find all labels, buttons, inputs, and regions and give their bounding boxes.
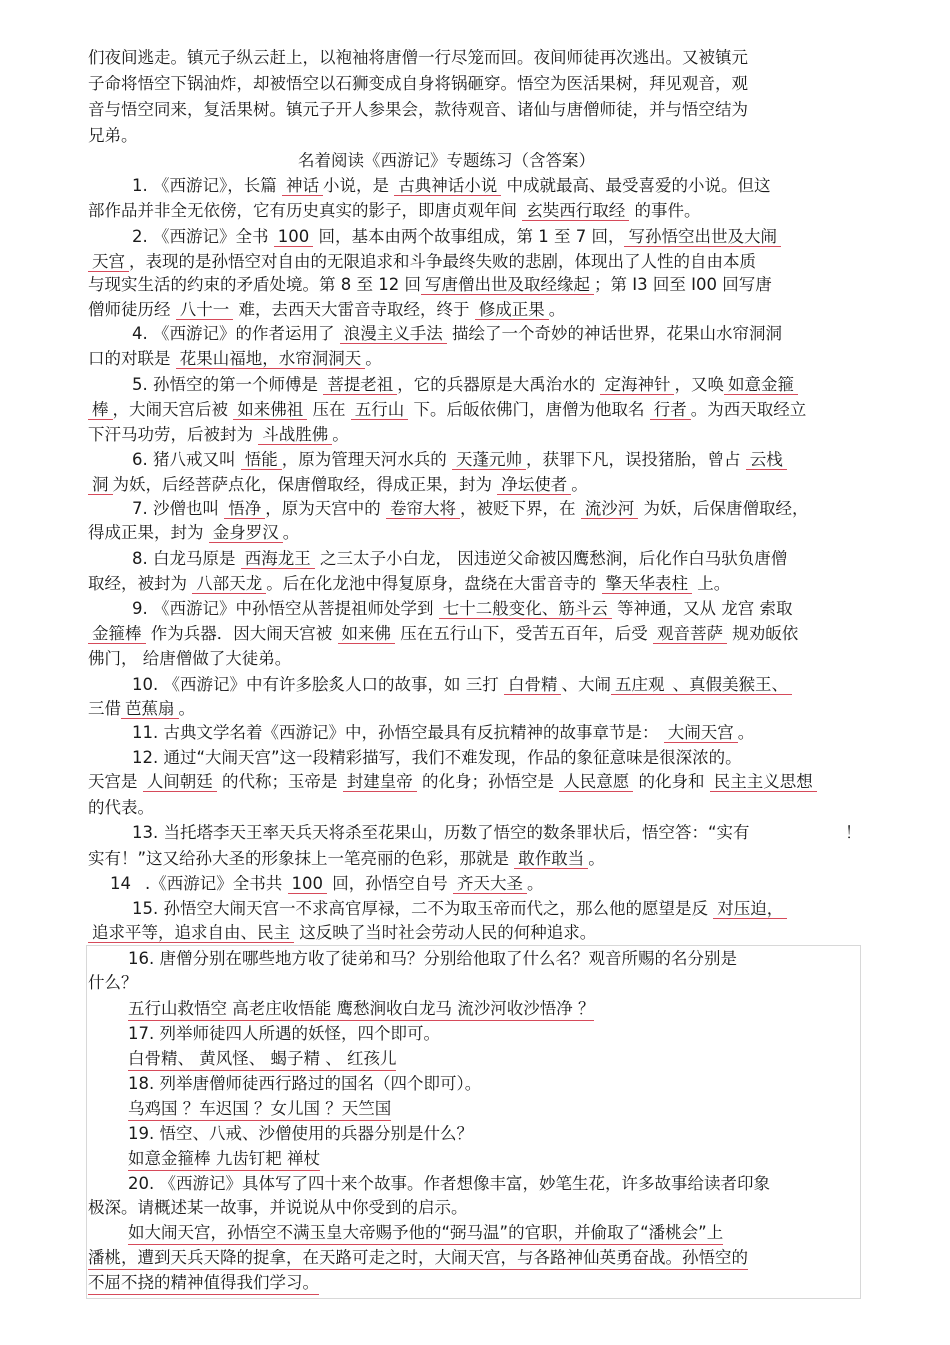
page-title: 名着阅读《西游记》专题练习（含答案） [298,151,595,170]
answer-20-cont: 不屈不挠的精神值得我们学习。 [88,1272,319,1295]
answer-blank: 古典神话小说 [394,176,501,196]
answer-blank: 如意金箍 [724,375,798,395]
answer-blank: 定海神针 [600,375,674,395]
answer-blank: 八部天龙 [192,574,266,594]
intro-line: 音与悟空同来，复活果树。镇元子开人参果会，款待观音、诸仙与唐僧师徒，并与悟空结为 [88,100,748,119]
answer-blank: 、真假美猴王、 [668,675,792,695]
question-15-cont: 追求平等，追求自由、民主 这反映了当时社会劳动人民的何种追求。 [88,922,596,944]
question-2-cont: 僧师徒历经 八十一 难，去西天大雷音寺取经，终于 修成正果 。 [88,300,566,319]
question-5-cont: 下汗马功劳，后被封为 斗战胜佛 。 [88,425,349,444]
question-4-cont: 口的对联是 花果山福地，水帘洞洞天 。 [88,349,382,368]
question-2-cont: 与现实生活的约束的矛盾处境。第 8 至 12 回 写唐僧出世及取经缘起 ；第 I3 回至 I00 回写唐 [88,275,772,294]
answer-blank: 云栈 [746,450,787,470]
answer-blank: 七十二般变化、筋斗云 [439,599,612,619]
answer-blank: 洞 [88,475,113,495]
question-1-cont: 部作品并非全无依傍，它有历史真实的影子，即唐贞观年间 玄奘西行取经 的事件。 [88,201,701,220]
answer-20: 如大闹天宫，孙悟空不满玉皇大帝赐予他的“弼马温”的官职，并偷取了“潘桃会”上 [128,1222,723,1245]
question-20: 20. 《西游记》具体写了四十来个故事。作者想像丰富，妙笔生花，许多故事给读者印象 [128,1174,770,1193]
question-13-cont: 实有！”这又给孙大圣的形象抹上一笔亮丽的色彩，那就是 敢作敢当 。 [88,849,605,868]
answer-blank: 100 [288,874,328,894]
question-9-cont: 佛门， 给唐僧做了大徒弟。 [88,649,292,668]
question-13-mark: ！ [845,823,862,842]
question-8-cont: 取经，被封为 八部天龙 。后在化龙池中得复原身，盘绕在大雷音寺的 擎天华表柱 上。 [88,574,731,593]
answer-blank: 白骨精 [504,675,562,695]
question-18: 18. 列举唐僧师徒西行路过的国名（四个即可）。 [128,1074,482,1093]
answer-blank: 大闹天宫 [664,723,738,743]
answer-blank: 人民意愿 [559,772,633,792]
answer-blank: 五行山 [351,400,409,420]
question-2-cont: 天宫 ，表现的是孙悟空对自由的无限追求和斗争最终失败的悲剧，体现出了人性的自由本质 [88,251,756,273]
question-9: 9. 《西游记》中孙悟空从菩提祖师处学到 七十二般变化、筋斗云 等神通，又从 龙宫 索取 [132,599,793,618]
answer-19: 如意金箍棒 九齿钉耙 禅杖 [128,1148,320,1171]
answer-blank: 写唐僧出世及取经缘起 [421,275,594,295]
question-11: 11. 古典文学名着《西游记》中，孙悟空最具有反抗精神的故事章节是： 大闹天宫 。 [132,723,755,742]
answer-blank: 天蓬元帅 [452,450,526,470]
question-16-cont: 什么？ [88,973,138,992]
answer-blank: 悟净 [224,499,265,519]
answer-blank: 观音菩萨 [653,624,727,644]
answer-blank: 修成正果 [475,300,549,320]
question-12: 12. 通过“大闹天宫”这一段精彩描写，我们不难发现，作品的象征意味是很深浓的。 [132,748,742,767]
answer-blank: 斗战胜佛 [258,425,332,445]
answer-16: 五行山救悟空 高老庄收悟能 鹰愁涧收白龙马 流沙河收沙悟净 ？ [128,998,594,1021]
question-6: 6. 猪八戒又叫 悟能 ，原为管理天河水兵的 天蓬元帅 ，获罪下凡，误投猪胎，曾占 云栈 [132,449,787,471]
answer-blank: 人间朝廷 [143,772,217,792]
answer-blank: 浪漫主义手法 [340,324,447,344]
question-7: 7. 沙僧也叫 悟净 ，原为天宫中的 卷帘大将 ，被贬下界，在 流沙河 为妖，后保唐僧取经， [132,499,809,518]
question-6-cont: 洞 为妖，后经菩萨点化，保唐僧取经，得成正果，封为 净坛使者 。 [88,474,588,496]
question-16: 16. 唐僧分别在哪些地方收了徒弟和马？分别给他取了什么名？观音所赐的名分别是 [128,949,737,968]
question-15: 15. 孙悟空大闹天宫一不求高官厚禄，二不为取玉帝而代之，那么他的愿望是反 对压迫， [132,898,787,920]
answer-blank: 追求平等，追求自由、民主 [88,923,294,943]
question-7-cont: 得成正果，封为 金身罗汉 。 [88,523,300,542]
question-10: 10. 《西游记》中有许多脍炙人口的故事，如 三打 白骨精 、大闹 五庄观 、真假美猴王、 [132,674,792,696]
question-9-cont: 金箍棒 作为兵器．因大闹天宫被 如来佛 压在五行山下，受苦五百年，后受 观音菩萨 规劝皈依 [88,623,798,645]
question-13: 13. 当托塔李天王率天兵天将杀至花果山，历数了悟空的数条罪状后，悟空答：“实有 [132,823,750,842]
question-4: 4. 《西游记》的作者运用了 浪漫主义手法 描绘了一个奇妙的神话世界，花果山水帘洞洞 [132,324,782,343]
answer-blank: 玄奘西行取经 [522,201,629,221]
answer-blank: 西海龙王 [241,549,315,569]
intro-line: 兄弟。 [88,126,138,145]
answer-18: 乌鸡国 ？车迟国 ？女儿国 ？天竺国 [128,1098,391,1121]
answer-blank: 金箍棒 [88,624,146,644]
answer-blank: 金身罗汉 [209,523,283,543]
answer-blank: 八十一 [176,300,234,320]
answer-blank: 棒 [88,400,113,420]
question-12-cont: 的代表。 [88,798,154,817]
answer-blank: 封建皇帝 [343,772,417,792]
question-10-cont: 三借 芭蕉扇 。 [88,699,195,718]
question-20-cont: 极深。请概述某一故事，并说说从中你受到的启示。 [88,1198,468,1217]
answer-blank: 对压迫， [713,899,787,919]
answer-17: 白骨精、 黄风怪、 蝎子精 、 红孩儿 [128,1048,396,1071]
answer-blank: 行者 [650,400,691,420]
answer-blank: 菩提老祖 [323,375,397,395]
question-2: 2. 《西游记》全书 100 回，基本由两个故事组成，第 1 至 7 回， 写孙悟空出世及大闹 [132,226,781,248]
answer-blank: 敢作敢当 [514,849,588,869]
answer-blank: 卷帘大将 [386,499,460,519]
answer-blank: 芭蕉扇 [121,699,179,719]
answer-blank: 花果山福地，水帘洞洞天 [176,349,366,369]
answer-blank: 如来佛 [338,624,396,644]
question-12-cont: 天宫是 人间朝廷 的代称；玉帝是 封建皇帝 的化身；孙悟空是 人民意愿 的化身和 民主主义思想 [88,771,817,793]
answer-blank: 100 [274,227,314,247]
question-19: 19. 悟空、八戒、沙僧使用的兵器分别是什么？ [128,1124,473,1143]
answer-blank: 民主主义思想 [710,772,817,792]
question-5: 5. 孙悟空的第一个师傅是 菩提老祖 ，它的兵器原是大禹治水的 定海神针 ，又唤 如意金箍 [132,374,798,396]
answer-blank: 齐天大圣 [453,874,527,894]
answer-blank: 神话 [282,176,323,196]
answer-20-cont: 潘桃，遭到天兵天降的捉拿，在天路可走之时，大闹天宫，与各路神仙英勇奋战。孙悟空的 [88,1247,748,1270]
question-14: 14 .《西游记》全书共 100 回，孙悟空自号 齐天大圣 。 [110,874,544,893]
answer-blank: 五庄观 [611,675,669,695]
answer-blank: 天宫 [88,252,129,272]
answer-blank: 净坛使者 [497,475,571,495]
intro-line: 们夜间逃走。镇元子纵云赶上，以袍袖将唐僧一行尽笼而回。夜间师徒再次逃出。又被镇元 [88,48,748,67]
question-8: 8. 白龙马原是 西海龙王 之三太子小白龙， 因违逆父命被囚鹰愁涧，后化作白马驮负唐僧 [132,549,788,568]
question-5-cont: 棒 ，大闹天宫后被 如来佛祖 压在 五行山 下。后皈依佛门，唐僧为他取名 行者 。为西天取经立 [88,399,806,421]
answer-blank: 擎天华表柱 [602,574,693,594]
answer-blank: 写孙悟空出世及大闹 [624,227,781,247]
question-17: 17. 列举师徒四人所遇的妖怪，四个即可。 [128,1024,440,1043]
answer-blank: 如来佛祖 [233,400,307,420]
answer-blank: 悟能 [241,450,282,470]
intro-line: 子命将悟空下锅油炸，却被悟空以石狮变成自身将锅砸穿。悟空为医活果树，拜见观音，观 [88,74,748,93]
question-1: 1. 《西游记》，长篇 神话 小说，是 古典神话小说 中成就最高、最受喜爱的小说。但这 [132,176,771,195]
answer-blank: 流沙河 [581,499,639,519]
